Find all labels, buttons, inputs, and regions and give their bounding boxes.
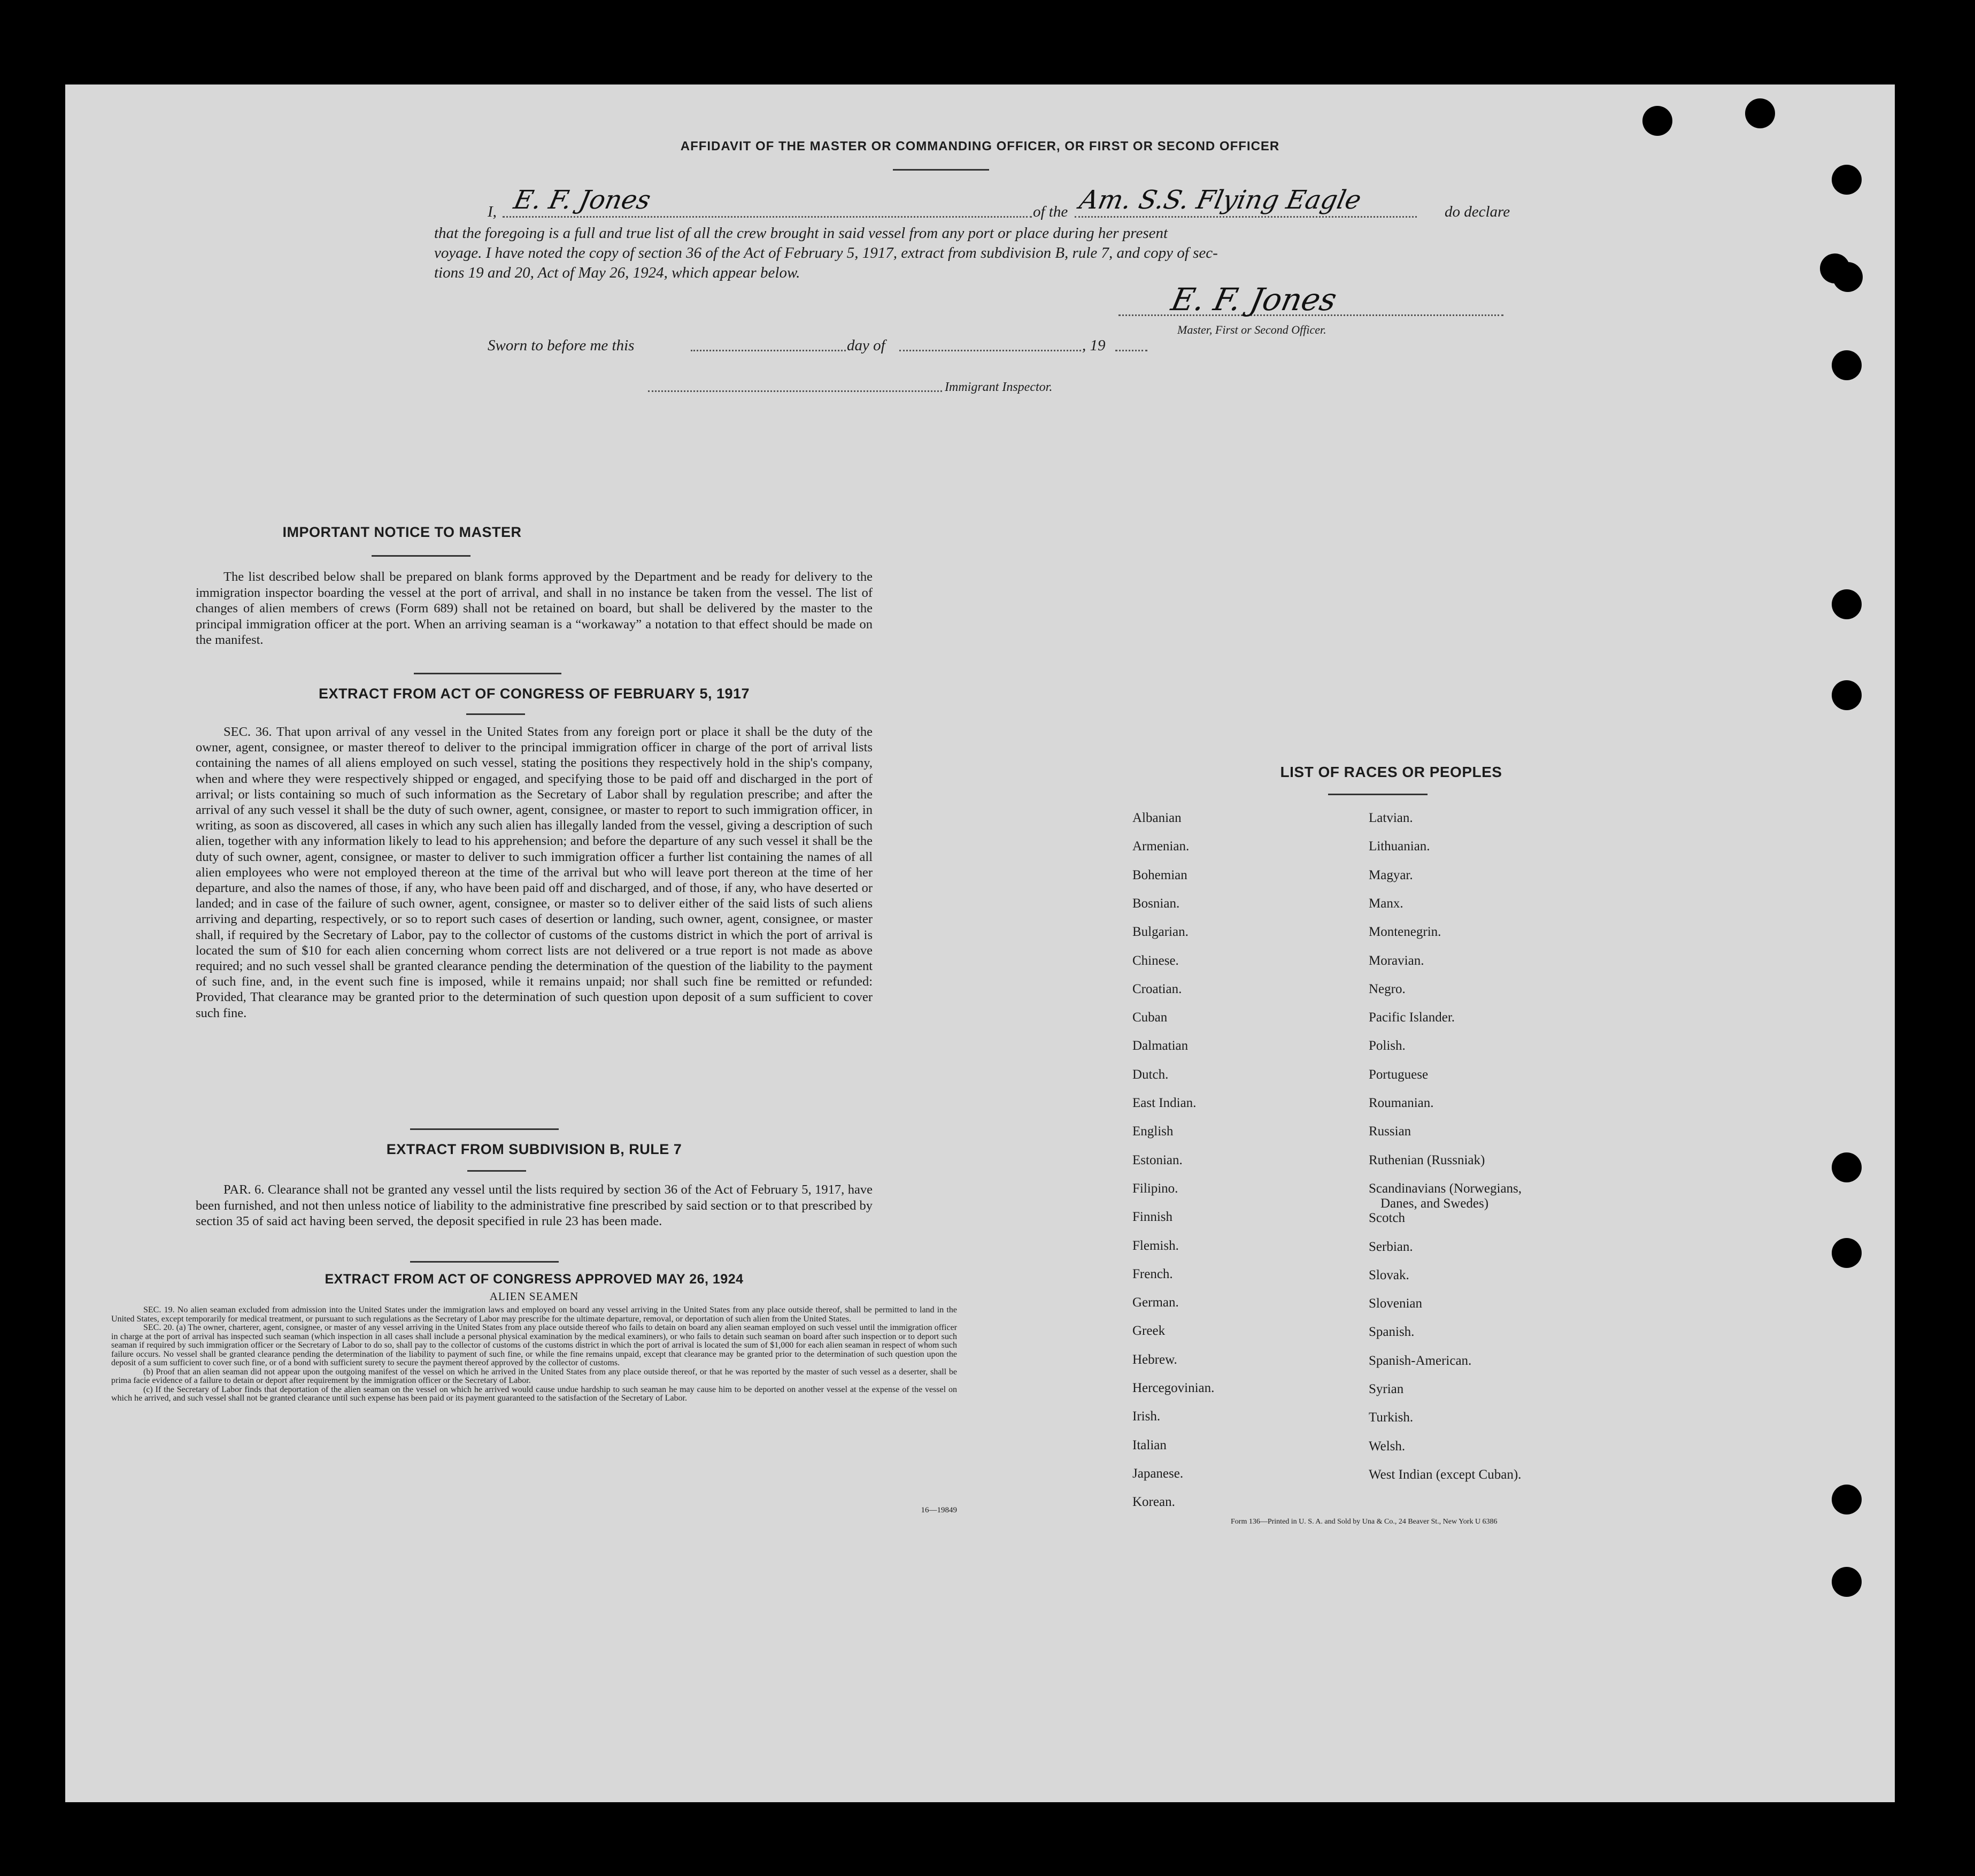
punch-hole — [1832, 165, 1862, 195]
race-item: English — [1132, 1124, 1174, 1139]
rule7-text: PAR. 6. Clearance shall not be granted any vessel until the lists required by section 36 of the Act of February 5, 1917, have been furnished, and not then unless notice of liability to the administrative fine prescribed by said section or to that prescribed by section 35 of said act having been served, the deposit specified in rule 23 has been made. — [196, 1182, 873, 1228]
punch-hole — [1832, 1238, 1862, 1268]
title-rule — [893, 169, 989, 171]
vessel-line — [1075, 216, 1417, 218]
act1924-sec20b: (b) Proof that an alien seaman did not appear upon the outgoing manifest of the vessel on which he arrived in the United States from any place outside thereof, or that he was reported by the master of such vessel as a deserter, shall be prima facie evidence of a failure to detain or deport after requirement by the immigration officer or the Secretary of Labor. — [111, 1367, 957, 1385]
race-item: Turkish. — [1369, 1410, 1414, 1425]
act1924-sec19: SEC. 19. No alien seaman excluded from admission into the United States under the immigration laws and employed on board any vessel arriving in the United States from any place outside thereof, shall be permitted to land in the United States, except temporarily for medical treatment, or pursuant to such regulations as the Secretary of Labor may prescribe for the ultimate departure, removal, or deportation of such alien from the United States. — [111, 1305, 957, 1324]
race-item: Negro. — [1369, 982, 1406, 996]
race-item: Spanish-American. — [1369, 1354, 1472, 1368]
race-item: Magyar. — [1369, 868, 1413, 882]
race-continuation: Danes, and Swedes) — [1380, 1196, 1489, 1211]
race-item: German. — [1132, 1295, 1179, 1310]
race-item: Moravian. — [1369, 954, 1424, 968]
race-item: Armenian. — [1132, 839, 1190, 854]
race-item: Slovak. — [1369, 1268, 1409, 1282]
races-title: LIST OF RACES OR PEOPLES — [1280, 764, 1502, 780]
race-item: Russian — [1369, 1124, 1411, 1139]
rule7-rule — [467, 1170, 526, 1172]
act1924-sec20a: SEC. 20. (a) The owner, charterer, agent, consignee, or master of any vessel arriving in the United States from any place outside thereof who fails to detain on board any alien seaman employed on such vessel until the immigration officer in charge at the port of arrival has inspected such seaman (which inspection in all cases shall include a personal physical examination by the medical examiners), or who fails to detain such seaman on board after such inspection or to deport such seaman if required by such immigration officer or the Secretary of Labor to do so, shall pay to the collector of customs of the customs district in which the port of arrival is located the sum of $1,000 for each alien seaman in respect of whom such failure occurs. No vessel shall be granted clearance pending the determination of the liability to payment of such fine, or while the fine remains unpaid, except that clearance may be granted prior to the determination of such question upon the deposit of a sum sufficient to cover such fine, or of a bond with sufficient surety to secure the payment thereof approved by the collector of customs. — [111, 1323, 957, 1367]
race-item: Ruthenian (Russniak) — [1369, 1153, 1485, 1167]
act1924-title: EXTRACT FROM ACT OF CONGRESS APPROVED MAY 26, 1924 — [325, 1272, 744, 1287]
sworn-label: Sworn to before me this — [488, 337, 635, 354]
punch-hole — [1833, 262, 1863, 292]
sworn-year-line — [1115, 350, 1147, 351]
race-item: Spanish. — [1369, 1325, 1415, 1339]
races-rule — [1328, 794, 1428, 795]
signature-caption: Master, First or Second Officer. — [1177, 323, 1326, 336]
act1924-sec20c: (c) If the Secretary of Labor finds that deportation of the alien seaman on the vessel on which he arrived would cause undue hardship to such seaman he may cause him to be deported on another vessel at the expense of the vessel on which he arrived, and such vessel shall not be granted clearance until such expense has been paid or its payment guaranteed to the satisfaction of the Secretary of Labor. — [111, 1385, 957, 1403]
punch-hole — [1832, 350, 1862, 380]
rule7-title: EXTRACT FROM SUBDIVISION B, RULE 7 — [386, 1141, 682, 1157]
affidavit-line-4: tions 19 and 20, Act of May 26, 1924, which appear below. — [434, 264, 800, 281]
form-sheet — [65, 84, 1895, 1802]
race-item: Hercegovinian. — [1132, 1381, 1215, 1395]
act1924-text — [111, 1306, 957, 1403]
race-item: Flemish. — [1132, 1239, 1179, 1253]
signature-handwritten: E. F. Jones — [1168, 281, 1340, 318]
notice-text: The list described below shall be prepared on blank forms approved by the Department and be ready for delivery to the immigration inspector boarding the vessel at the port of arrival, and shall in no instance be taken from the vessel. The list of changes of alien members of crews (Form 689) shall not be retained on board, but shall be delivered by the master to the principal immigration officer at the port. When an arriving seaman is a “workaway” a notation to that effect should be made on the manifest. — [196, 570, 873, 647]
inspector-line — [648, 390, 942, 392]
signer-handwritten: E. F. Jones — [511, 185, 653, 215]
race-item: Scandinavians (Norwegians, — [1369, 1181, 1522, 1196]
day-of-label: day of — [847, 337, 885, 354]
punch-hole — [1832, 1152, 1862, 1182]
race-item: East Indian. — [1132, 1096, 1197, 1110]
separator-1 — [414, 673, 561, 674]
race-item: Serbian. — [1369, 1240, 1413, 1254]
affidavit-line-3: voyage. I have noted the copy of section 36 of the Act of February 5, 1917, extract from subdivision B, rule 7, and copy of sec- — [434, 244, 1218, 262]
race-item: Chinese. — [1132, 954, 1179, 968]
sworn-day-line — [691, 350, 846, 351]
race-item: Finnish — [1132, 1210, 1173, 1224]
punch-hole — [1832, 1485, 1862, 1514]
race-item: Albanian — [1132, 811, 1182, 825]
race-item: Irish. — [1132, 1409, 1161, 1424]
race-item: Korean. — [1132, 1495, 1175, 1509]
race-item: French. — [1132, 1267, 1173, 1281]
i-label: I, — [488, 203, 497, 220]
race-item: Croatian. — [1132, 982, 1182, 996]
race-item: Filipino. — [1132, 1181, 1178, 1196]
race-item: Slovenian — [1369, 1296, 1422, 1311]
punch-hole — [1832, 1567, 1862, 1597]
race-item: Cuban — [1132, 1010, 1168, 1025]
race-item: Manx. — [1369, 896, 1403, 911]
act1917-title: EXTRACT FROM ACT OF CONGRESS OF FEBRUARY 5, 1917 — [318, 686, 750, 702]
race-item: Pacific Islander. — [1369, 1010, 1455, 1025]
race-item: Estonian. — [1132, 1153, 1183, 1167]
of-the-label: of the — [1033, 203, 1068, 220]
punch-hole — [1832, 680, 1862, 710]
race-item: West Indian (except Cuban). — [1369, 1467, 1522, 1482]
race-item: Welsh. — [1369, 1439, 1406, 1454]
form-code: 16—19849 — [921, 1506, 957, 1514]
separator-3 — [410, 1261, 559, 1263]
do-declare: do declare — [1445, 203, 1510, 220]
vessel-handwritten: Am. S.S. Flying Eagle — [1077, 185, 1364, 215]
race-item: Greek — [1132, 1324, 1166, 1338]
race-item: Dalmatian — [1132, 1039, 1189, 1053]
race-item: Syrian — [1369, 1382, 1404, 1396]
year-label: , 19 — [1082, 337, 1106, 354]
race-item: Bosnian. — [1132, 896, 1180, 911]
race-item: Japanese. — [1132, 1466, 1184, 1481]
race-item: Montenegrin. — [1369, 925, 1441, 939]
signer-line — [503, 216, 1032, 218]
inspector-label: Immigrant Inspector. — [945, 380, 1053, 394]
act1924-subtitle: ALIEN SEAMEN — [489, 1290, 579, 1303]
notice-title: IMPORTANT NOTICE TO MASTER — [282, 524, 522, 540]
notice-rule — [372, 555, 470, 557]
affidavit-title: AFFIDAVIT OF THE MASTER OR COMMANDING OFFICER, OR FIRST OR SECOND OFFICER — [680, 139, 1280, 153]
affidavit-line-2: that the foregoing is a full and true list of all the crew brought in said vessel from any port or place during her present — [434, 225, 1168, 242]
race-item: Polish. — [1369, 1039, 1406, 1053]
punch-hole — [1832, 589, 1862, 619]
act1917-rule — [466, 713, 525, 715]
race-item: Dutch. — [1132, 1067, 1169, 1082]
race-item: Bohemian — [1132, 868, 1187, 882]
race-item: Hebrew. — [1132, 1352, 1177, 1367]
punch-hole — [1642, 106, 1672, 136]
race-item: Italian — [1132, 1438, 1167, 1452]
printer-imprint: Form 136—Printed in U. S. A. and Sold by Una & Co., 24 Beaver St., New York U 6386 — [1231, 1518, 1498, 1526]
punch-hole — [1745, 98, 1775, 128]
act1917-text: SEC. 36. That upon arrival of any vessel in the United States from any foreign port or place it shall be the duty of the owner, agent, consignee, or master thereof to deliver to the principal immigration officer in charge of the port of arrival lists containing the names of all aliens employed on such vessel, stating the positions they respectively hold in the ship's company, when and where they were respectively shipped or engaged, and specifying those to be paid off and discharged in the port of arrival; or lists containing so much of such information as the Secretary of Labor shall by regulation prescribe; and after the arrival of any such vessel it shall be the duty of such owner, agent, consignee, or master to report to such immigration officer, in writing, as soon as discovered, all cases in which any such alien has illegally landed from the vessel, giving a description of such alien, together with any information likely to lead to his apprehension; and before the departure of any such vessel it shall be the duty of such owner, agent, consignee, or master to deliver to such immigration officer a further list containing the names of all alien employees who were not employed thereon at the time of the arrival but who will leave port thereon at the time of her departure, and also the names of those, if any, who have been paid off and discharged, and of those, if any, who have deserted or landed; and in case of the failure of such owner, agent, consignee, or master so to deliver either of the said lists of such aliens arriving and departing, respectively, or so to report such cases of desertion or landing, such owner, agent, consignee, or master shall, if required by the Secretary of Labor, pay to the collector of customs of the customs district in which the port of arrival is located the sum of $10 for each alien concerning whom correct lists are not delivered or a true report is not made as above required; and no such vessel shall be granted clearance pending the determination of the question of the liability to the payment of such fine, and, in the event such fine is imposed, while it remains unpaid; nor shall such fine be remitted or refunded: Provided, That clearance may be granted prior to the determination of such question upon deposit of a sum sufficient to cover such fine. — [196, 725, 873, 1020]
race-item: Latvian. — [1369, 811, 1413, 825]
race-item: Roumanian. — [1369, 1096, 1434, 1110]
race-item: Scotch — [1369, 1211, 1406, 1225]
race-item: Bulgarian. — [1132, 925, 1189, 939]
race-item: Portuguese — [1369, 1067, 1429, 1082]
race-item: Lithuanian. — [1369, 839, 1430, 854]
separator-2 — [410, 1128, 559, 1130]
sworn-month-line — [899, 350, 1081, 351]
